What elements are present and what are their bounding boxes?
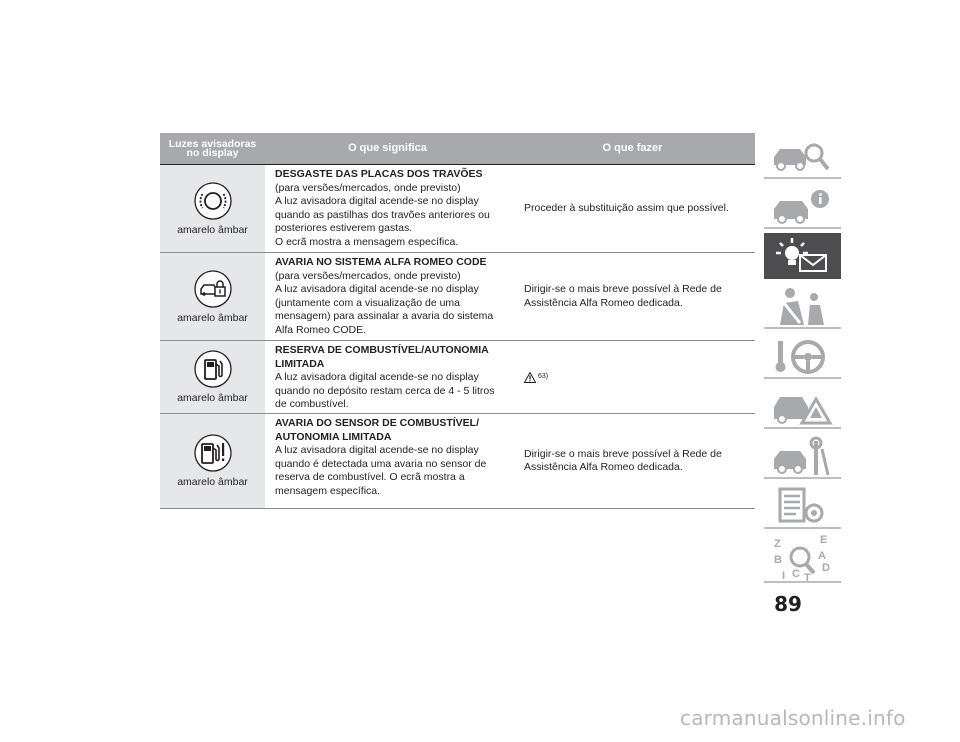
fuel-sensor-fault-icon bbox=[194, 434, 232, 472]
alfa-romeo-code-icon bbox=[194, 270, 232, 308]
page-number: 89 bbox=[774, 592, 802, 616]
sidebar-tab-car-info[interactable] bbox=[764, 183, 841, 229]
car-info-icon bbox=[770, 185, 836, 227]
row-description: (para versões/mercados, onde previsto) A luz avisadora digital acende-se no display (juntamente com a visualização de uma mensagem) para assinalar a avaria do sistema Alfa Romeo CODE. bbox=[275, 269, 494, 336]
reference-number: 63) bbox=[538, 373, 549, 381]
row-description: A luz avisadora digital acende-se no display quando no depósito restam cerca de 4 - 5 litros de combustível. bbox=[275, 371, 495, 410]
action-cell bbox=[510, 253, 755, 340]
index-letters-icon bbox=[770, 535, 836, 581]
index-letter: B bbox=[774, 554, 782, 566]
header-col-meaning: O que significa bbox=[348, 142, 427, 154]
sidebar-tab-starting-driving[interactable] bbox=[764, 333, 841, 379]
icon-cell bbox=[160, 341, 265, 413]
header-col-lights-line1: Luzes avisadoras bbox=[168, 138, 257, 150]
meaning-cell bbox=[265, 253, 510, 340]
sidebar-tab-car-search[interactable] bbox=[764, 133, 841, 179]
table-row bbox=[160, 341, 755, 414]
row-action: Proceder à substituição assim que possível. bbox=[524, 201, 729, 214]
index-letter: E bbox=[820, 535, 828, 546]
meaning-cell bbox=[265, 165, 510, 252]
index-letter: I bbox=[782, 570, 786, 581]
seatbelt-person-icon bbox=[770, 285, 836, 327]
icon-cell bbox=[160, 165, 265, 252]
icon-cell bbox=[160, 414, 265, 508]
sidebar-tab-index[interactable] bbox=[764, 533, 841, 583]
sidebar-tab-maintenance[interactable] bbox=[764, 433, 841, 479]
car-search-icon bbox=[770, 135, 836, 177]
color-label: amarelo âmbar bbox=[177, 311, 248, 324]
car-warning-triangle-icon bbox=[770, 385, 836, 427]
warning-lights-table bbox=[160, 133, 755, 509]
row-action: Dirigir-se o mais breve possível à Rede de Assistência Alfa Romeo dedicada. bbox=[524, 447, 722, 473]
sidebar-tab-technical-data[interactable] bbox=[764, 483, 841, 529]
row-title: AVARIA NO SISTEMA ALFA ROMEO CODE bbox=[275, 256, 487, 268]
header-col-lights bbox=[160, 133, 265, 164]
table-row bbox=[160, 253, 755, 341]
color-label: amarelo âmbar bbox=[177, 392, 248, 404]
row-title: RESERVA DE COMBUSTÍVEL/AUTONOMIA LIMITADA bbox=[275, 344, 489, 370]
row-description: (para versões/mercados, onde previsto) A luz avisadora digital acende-se no display quando as pastilhas dos travões anteriores ou posteriores estiverem gastas. O ecrã mostra a mensagem específica. bbox=[275, 181, 490, 248]
sidebar-tab-warning-lights[interactable] bbox=[764, 233, 841, 279]
watermark: carmanualsonline.info bbox=[680, 706, 906, 730]
table-header bbox=[160, 133, 755, 165]
color-label: amarelo âmbar bbox=[177, 476, 248, 488]
action-cell bbox=[510, 341, 755, 413]
row-title: AVARIA DO SENSOR DE COMBUSTÍVEL/ AUTONOMIA LIMITADA bbox=[275, 417, 479, 443]
table-row bbox=[160, 165, 755, 253]
index-letter: D bbox=[822, 562, 830, 574]
color-label: amarelo âmbar bbox=[177, 223, 248, 236]
row-description: A luz avisadora digital acende-se no display quando é detectada uma avaria no sensor de reserva de combustível. O ecrã mostra a mensagem específica. bbox=[275, 444, 487, 497]
row-title: DESGASTE DAS PLACAS DOS TRAVÕES bbox=[275, 168, 483, 180]
header-col-lights-line2: no display bbox=[186, 147, 239, 159]
action-cell bbox=[510, 165, 755, 252]
index-letter: C bbox=[792, 568, 800, 580]
safety-reference bbox=[524, 370, 548, 384]
fuel-reserve-icon bbox=[194, 350, 232, 388]
chapter-sidebar bbox=[764, 133, 841, 587]
sidebar-tab-emergency[interactable] bbox=[764, 383, 841, 429]
index-letter: Z bbox=[774, 538, 781, 550]
index-letter: A bbox=[818, 550, 826, 562]
header-col-action: O que fazer bbox=[602, 142, 663, 154]
steering-wheel-key-icon bbox=[770, 335, 836, 377]
specs-list-icon bbox=[770, 485, 836, 527]
warning-light-message-icon bbox=[770, 235, 836, 277]
action-cell bbox=[510, 414, 755, 508]
car-wrench-icon bbox=[770, 435, 836, 477]
row-action: Dirigir-se o mais breve possível à Rede de Assistência Alfa Romeo dedicada. bbox=[524, 283, 722, 309]
brake-pad-wear-icon bbox=[194, 182, 232, 220]
index-letter: T bbox=[804, 572, 811, 581]
sidebar-tab-safety[interactable] bbox=[764, 283, 841, 329]
meaning-cell bbox=[265, 414, 510, 508]
warning-triangle-icon bbox=[524, 372, 536, 383]
icon-cell bbox=[160, 253, 265, 340]
meaning-cell bbox=[265, 341, 510, 413]
table-row bbox=[160, 414, 755, 509]
